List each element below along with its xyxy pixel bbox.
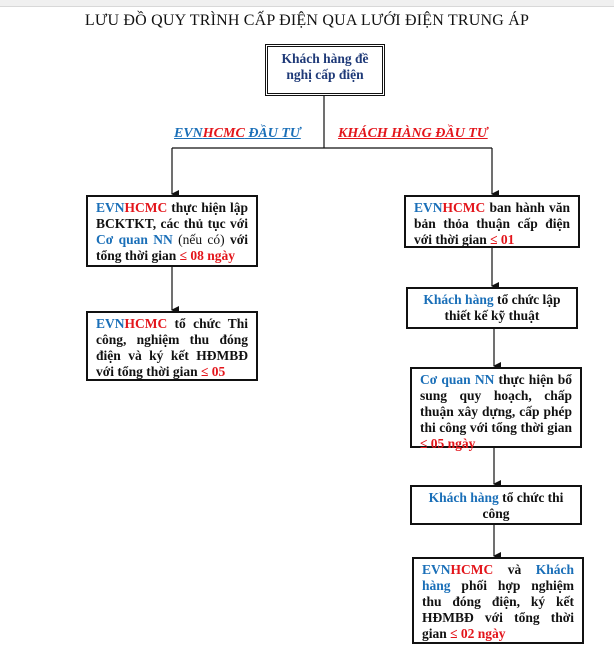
left-step-1: EVNHCMC thực hiện lập BCKTKT, các thủ tục với Cơ quan NN (nếu có) với tổng thời gian ≤ 08 ngày [86,195,258,267]
right-step-1: EVNHCMC ban hành văn bản thỏa thuận cấp điện với thời gian ≤ 01 [404,195,580,248]
left-step-2: EVNHCMC tổ chức Thi công, nghiệm thu đóng điện và ký kết HĐMBĐ với tổng thời gian ≤ 05 [86,311,258,381]
diagram-title: LƯU ĐỒ QUY TRÌNH CẤP ĐIỆN QUA LƯỚI ĐIỆN TRUNG ÁP [84,12,530,29]
right-step-3: Cơ quan NN thực hiện bổ sung quy hoạch, chấp thuận xây dựng, cấp phép thi công với tổng thời gian ≤ 05 ngày [410,367,582,448]
start-box [265,44,385,96]
right-step-5: EVNHCMC và Khách hàng phối hợp nghiệm thu đóng điện, ký kết HĐMBĐ với tổng thời gian ≤ 02 ngày [412,557,584,644]
branch-label-evn: EVNHCMC ĐẦU TƯ [174,126,301,141]
right-step-2: Khách hàng tổ chức lập thiết kế kỹ thuật [406,287,578,329]
branch-label-customer: KHÁCH HÀNG ĐẦU TƯ [338,126,488,141]
right-step-4: Khách hàng tổ chức thi công [410,485,582,525]
start-text: Khách hàng đề nghị cấp điện [281,51,369,82]
